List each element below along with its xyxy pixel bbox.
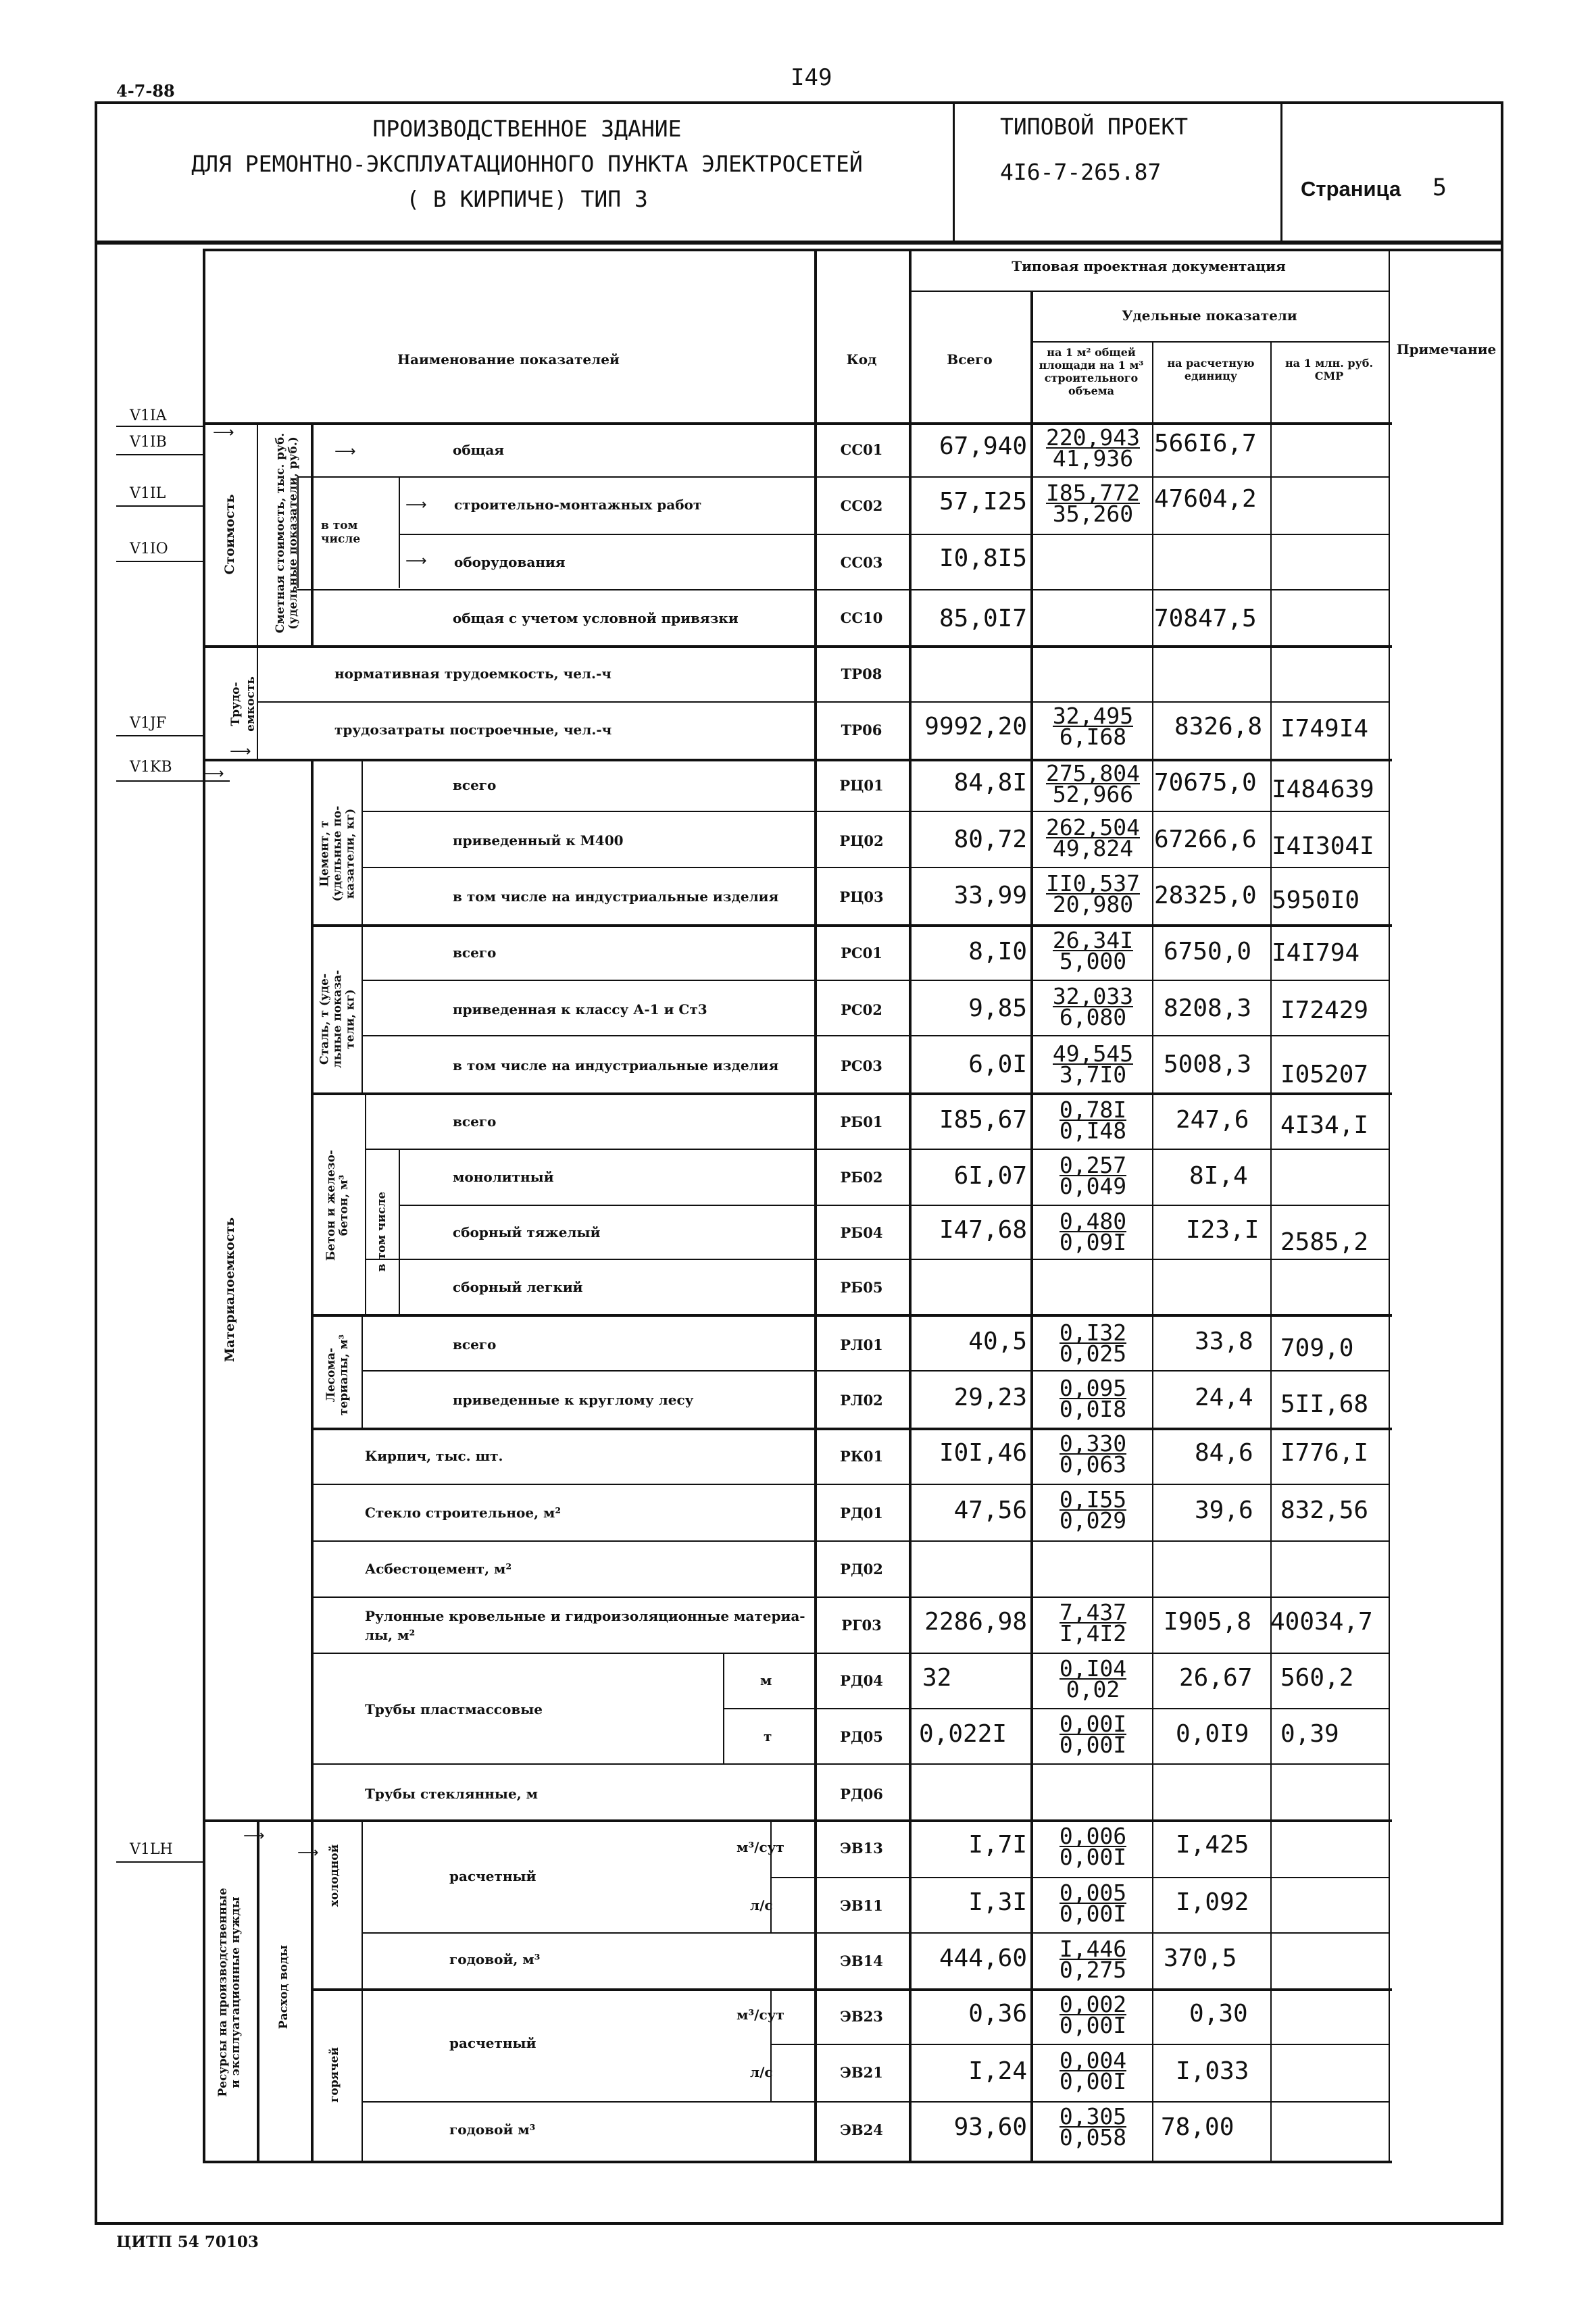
arrow-right-icon: ⟶ — [334, 443, 356, 460]
row-total: 6I,07 — [953, 1162, 1027, 1190]
row-per-unit: 39,6 — [1195, 1496, 1253, 1524]
row-code: РС03 — [841, 1057, 882, 1074]
group-timber — [325, 1324, 351, 1426]
row-per-mln: I4I304I — [1272, 832, 1374, 860]
per-volume-value: 0,09I — [1059, 1229, 1127, 1255]
row-sub: л/с — [750, 1897, 773, 1913]
per-area-value: 0,I32 — [1059, 1319, 1127, 1346]
row-code: РБ04 — [840, 1224, 883, 1241]
arrow-right-icon: ⟶ — [213, 424, 234, 441]
per-area-value: 32,495 — [1052, 703, 1134, 729]
row-code: СС03 — [840, 554, 883, 571]
row-per-area — [1034, 760, 1152, 807]
row-per-area — [1034, 424, 1152, 472]
per-volume-value: 0,049 — [1059, 1173, 1127, 1199]
row-per-area — [1034, 927, 1152, 974]
row-code: РД06 — [840, 1786, 883, 1803]
group-hot: горячей — [328, 2046, 341, 2103]
side-mark-v1lh: V1LH — [130, 1841, 173, 1858]
group-concrete — [325, 1138, 351, 1273]
group-water: Расход воды — [277, 1944, 291, 2030]
per-volume-value: 0,0I8 — [1059, 1396, 1127, 1422]
row-per-area — [1034, 1711, 1152, 1758]
row-per-unit: 8326,8 — [1174, 713, 1263, 740]
row-total: I,24 — [968, 2057, 1027, 2085]
row-code: РД02 — [840, 1561, 883, 1578]
header-doc: Типовая проектная документация — [1012, 258, 1286, 274]
group-materials: Материалоемкость — [222, 1217, 237, 1362]
row-code: РК01 — [839, 1448, 884, 1465]
row-code: СС10 — [840, 609, 883, 626]
group-resources-text: Ресурсы на производственные и эксплуатационные нужды — [216, 1888, 243, 2097]
row-per-area — [1034, 2103, 1152, 2150]
row-code: РБ05 — [840, 1279, 883, 1296]
row-total: I0,8I5 — [939, 545, 1027, 572]
row-per-mln: 832,56 — [1280, 1496, 1369, 1524]
row-per-mln: I484639 — [1272, 776, 1374, 803]
row-per-unit: 70847,5 — [1154, 605, 1257, 632]
header-note: Примечание — [1396, 341, 1497, 357]
row-per-unit: 70675,0 — [1154, 769, 1257, 797]
row-sub: м³/сут — [737, 1839, 784, 1855]
row-per-area — [1034, 1486, 1152, 1534]
row-total: 8,I0 — [968, 938, 1027, 965]
row-code: РЛ01 — [840, 1336, 883, 1353]
row-code: РЦ03 — [839, 888, 884, 905]
row-total: 47,56 — [953, 1496, 1027, 1524]
arrow-right-icon: ⟶ — [405, 553, 427, 570]
row-per-unit: 6750,0 — [1164, 938, 1252, 965]
side-mark-v1ib: V1IB — [130, 434, 167, 451]
header-per-mln: на 1 млн. руб. СМР — [1285, 357, 1374, 382]
row-code: ТР06 — [841, 722, 882, 738]
row-per-area — [1034, 1040, 1152, 1088]
row-name: всего — [453, 1113, 497, 1130]
per-area-value: 262,504 — [1045, 814, 1141, 840]
group-timber-text: Лесома- териалы, м³ — [324, 1334, 351, 1415]
row-per-area — [1034, 1430, 1152, 1478]
row-per-mln: 2585,2 — [1280, 1228, 1369, 1256]
side-mark-v1il: V1IL — [130, 485, 166, 502]
side-mark-v1io: V1IO — [130, 540, 168, 557]
footer-code: ЦИТП 54 70103 — [116, 2233, 259, 2251]
row-per-mln: 709,0 — [1280, 1334, 1354, 1362]
row-total: 32 — [922, 1664, 952, 1692]
row-name: всего — [453, 777, 497, 793]
per-volume-value: 5,000 — [1059, 948, 1127, 974]
row-per-area — [1034, 2047, 1152, 2094]
row-per-area — [1034, 814, 1152, 861]
row-name: оборудования — [454, 554, 566, 570]
row-total: 93,60 — [953, 2113, 1027, 2141]
per-area-value: 0,006 — [1059, 1823, 1127, 1849]
row-total: 84,8I — [953, 769, 1027, 797]
row-code: ЭВ13 — [840, 1840, 883, 1857]
row-per-mln: 40034,7 — [1270, 1608, 1373, 1636]
per-volume-value: 20,980 — [1052, 891, 1134, 917]
per-area-value: 0,78I — [1059, 1097, 1127, 1123]
row-total: 33,99 — [953, 882, 1027, 909]
row-per-mln: 0,39 — [1280, 1720, 1339, 1748]
per-area-value: II0,537 — [1045, 870, 1141, 897]
row-sub: м — [760, 1672, 772, 1688]
row-total: I0I,46 — [939, 1439, 1027, 1467]
row-code: РС01 — [841, 945, 882, 961]
row-code: СС02 — [840, 497, 883, 514]
per-volume-value: 0,00I — [1059, 1901, 1127, 1927]
row-name: Стекло строительное, м² — [365, 1505, 562, 1521]
per-volume-value: 0,058 — [1059, 2124, 1127, 2150]
per-area-value: 220,943 — [1045, 424, 1141, 451]
group-cost-sub — [274, 432, 300, 634]
row-total: I47,68 — [939, 1216, 1027, 1244]
row-total: I,3I — [968, 1888, 1027, 1916]
row-code: ЭВ21 — [840, 2064, 883, 2081]
row-total: 67,940 — [939, 432, 1027, 460]
per-area-value: 0,004 — [1059, 2047, 1127, 2073]
per-area-value: 26,34I — [1052, 927, 1134, 953]
row-name: приведенные к круглому лесу — [453, 1392, 694, 1408]
per-volume-value: 0,025 — [1059, 1340, 1127, 1367]
row-total: 57,I25 — [939, 488, 1027, 515]
row-per-unit: I23,I — [1186, 1216, 1260, 1244]
row-per-unit: 566I6,7 — [1154, 430, 1257, 457]
row-name: Трубы стеклянные, м — [365, 1786, 538, 1802]
row-name: Рулонные кровельные и гидроизоляционные материа- — [365, 1608, 805, 1624]
row-name: всего — [453, 1336, 497, 1353]
header-total: Всего — [947, 351, 993, 368]
row-per-unit: 84,6 — [1195, 1439, 1253, 1467]
title-line-1: ПРОИЗВОДСТВЕННОЕ ЗДАНИЕ — [372, 116, 682, 142]
row-per-mln: I4I794 — [1272, 939, 1360, 967]
row-code: РЦ01 — [839, 777, 884, 794]
per-area-value: 0,257 — [1059, 1152, 1127, 1178]
row-per-area — [1034, 1823, 1152, 1870]
per-area-value: I85,772 — [1045, 480, 1141, 506]
row-per-mln: 5950I0 — [1272, 886, 1360, 914]
row-per-area — [1034, 1152, 1152, 1199]
row-code: РБ01 — [840, 1113, 883, 1130]
group-cost: Стоимость — [222, 494, 237, 575]
row-sub: т — [764, 1728, 772, 1744]
per-area-value: 0,00I — [1059, 1711, 1127, 1737]
per-area-value: 275,804 — [1045, 760, 1141, 786]
per-volume-value: 35,260 — [1052, 501, 1134, 527]
row-name: общая — [453, 442, 505, 458]
per-volume-value: 6,080 — [1059, 1004, 1127, 1030]
row-per-unit: 8208,3 — [1164, 995, 1252, 1022]
row-name: нормативная трудоемкость, чел.-ч — [334, 665, 612, 682]
group-cement — [319, 786, 357, 922]
side-mark-v1jf: V1JF — [130, 715, 166, 732]
row-sub: л/с — [750, 2064, 773, 2080]
per-area-value: 7,437 — [1059, 1599, 1127, 1626]
row-per-unit: I,033 — [1176, 2057, 1249, 2085]
row-per-area — [1034, 1097, 1152, 1144]
page-value: 5 — [1432, 174, 1447, 201]
per-area-value: 0,095 — [1059, 1375, 1127, 1401]
row-total: 0,022I — [919, 1720, 1007, 1748]
row-code: РД01 — [840, 1505, 883, 1521]
arrow-right-icon: ⟶ — [297, 1844, 319, 1861]
row-total: 444,60 — [939, 1944, 1027, 1972]
row-name: в том числе на индустриальные изделия — [453, 888, 779, 905]
row-per-mln: 5II,68 — [1280, 1390, 1369, 1418]
per-volume-value: 0,00I — [1059, 2068, 1127, 2094]
per-volume-value: 0,063 — [1059, 1451, 1127, 1478]
row-per-unit: 78,00 — [1161, 2113, 1235, 2141]
row-total: 29,23 — [953, 1384, 1027, 1411]
row-per-unit: 47604,2 — [1154, 485, 1257, 513]
row-total: I85,67 — [939, 1106, 1027, 1134]
row-name: трудозатраты построечные, чел.-ч — [334, 722, 612, 738]
row-per-area — [1034, 870, 1152, 917]
header-specific: Удельные показатели — [1122, 307, 1297, 324]
per-area-value: 0,480 — [1059, 1208, 1127, 1234]
row-code: ЭВ23 — [840, 2008, 883, 2025]
row-code: РЦ02 — [839, 832, 884, 849]
per-volume-value: 0,02 — [1066, 1676, 1120, 1703]
row-name: расчетный — [449, 2035, 537, 2051]
group-cold: холодной — [328, 1844, 341, 1907]
row-name: приведенная к классу А-1 и Ст3 — [453, 1001, 707, 1017]
row-code: РД05 — [840, 1728, 883, 1745]
row-total: 9,85 — [968, 995, 1027, 1022]
row-per-unit: 8I,4 — [1189, 1162, 1248, 1190]
row-per-unit: I905,8 — [1164, 1608, 1252, 1636]
group-cement-text: Цемент, т (удельные по- казатели, кг) — [318, 805, 357, 902]
per-area-value: 0,305 — [1059, 2103, 1127, 2130]
header-per-unit: на расчетную единицу — [1167, 357, 1255, 382]
per-volume-value: 41,936 — [1052, 445, 1134, 472]
group-concrete-incl: в том числе — [375, 1191, 389, 1272]
row-code: РЛ02 — [840, 1392, 883, 1409]
row-per-area — [1034, 703, 1152, 750]
group-cost-sub-text: Сметная стоимость, тыс. руб. (удельные показатели, руб.) — [274, 432, 300, 634]
row-name: Трубы пластмассовые — [365, 1701, 543, 1717]
row-total: 2286,98 — [924, 1608, 1027, 1636]
per-area-value: 0,I55 — [1059, 1486, 1127, 1513]
row-per-area — [1034, 1655, 1152, 1703]
row-per-area — [1034, 1991, 1152, 2038]
document-title — [108, 111, 946, 217]
arrow-right-icon: ⟶ — [230, 743, 251, 760]
row-per-mln: I05207 — [1280, 1061, 1369, 1088]
side-mark-v1kb: V1KB — [130, 759, 172, 776]
row-code: ЭВ24 — [840, 2121, 883, 2138]
row-name: в том числе на индустриальные изделия — [453, 1057, 779, 1074]
row-per-area — [1034, 1936, 1152, 1983]
per-area-value: 0,I04 — [1059, 1655, 1127, 1682]
row-name: Асбестоцемент, м² — [365, 1561, 512, 1577]
row-per-mln: I72429 — [1280, 997, 1369, 1024]
per-volume-value: 0,00I — [1059, 2012, 1127, 2038]
title-line-3: ( В КИРПИЧЕ) ТИП 3 — [406, 186, 648, 212]
row-total: 80,72 — [953, 826, 1027, 853]
series-code: 4-7-88 — [116, 81, 175, 101]
row-code: ЭВ11 — [840, 1897, 883, 1914]
row-per-area — [1034, 1599, 1152, 1646]
per-area-value: 32,033 — [1052, 983, 1134, 1009]
arrow-right-icon: ⟶ — [203, 765, 224, 782]
row-per-unit: 0,30 — [1189, 2000, 1248, 2028]
per-area-value: I,446 — [1059, 1936, 1127, 1962]
row-name: всего — [453, 945, 497, 961]
per-volume-value: 6,I68 — [1059, 724, 1127, 750]
row-per-unit: 33,8 — [1195, 1328, 1253, 1355]
project-code: 4I6-7-265.87 — [1000, 159, 1162, 185]
per-area-value: 0,002 — [1059, 1991, 1127, 2017]
row-per-area — [1034, 1319, 1152, 1367]
per-volume-value: 49,824 — [1052, 835, 1134, 861]
group-labor — [228, 653, 258, 755]
row-code: РС02 — [841, 1001, 882, 1018]
row-sub: м³/сут — [737, 2007, 784, 2023]
row-name: сборный тяжелый — [453, 1224, 601, 1240]
group-resources — [217, 1884, 243, 2101]
page-label: Страница — [1301, 177, 1401, 201]
per-volume-value: 3,7I0 — [1059, 1061, 1127, 1088]
row-per-unit: 26,67 — [1179, 1664, 1253, 1692]
row-per-unit: I,425 — [1176, 1831, 1249, 1859]
row-per-area — [1034, 983, 1152, 1030]
row-name: Кирпич, тыс. шт. — [365, 1448, 503, 1464]
row-total: 85,0I7 — [939, 605, 1027, 632]
row-per-unit: 247,6 — [1176, 1106, 1249, 1134]
per-volume-value: 0,275 — [1059, 1957, 1127, 1983]
per-volume-value: 0,029 — [1059, 1507, 1127, 1534]
per-volume-value: I,4I2 — [1059, 1620, 1127, 1646]
row-total: 9992,20 — [924, 713, 1027, 740]
row-per-unit: 24,4 — [1195, 1384, 1253, 1411]
row-total: 40,5 — [968, 1328, 1027, 1355]
row-name: расчетный — [449, 1868, 537, 1884]
row-name: годовой, м³ — [449, 1951, 541, 1967]
group-labor-text: Трудо- емкость — [229, 676, 257, 732]
row-per-area — [1034, 1208, 1152, 1255]
per-area-value: 49,545 — [1052, 1040, 1134, 1067]
row-per-unit: 67266,6 — [1154, 826, 1257, 853]
row-total: 0,36 — [968, 2000, 1027, 2028]
per-volume-value: 0,00I — [1059, 1844, 1127, 1870]
row-code: СС01 — [840, 441, 883, 458]
group-cost-incl: в том числе — [321, 519, 361, 546]
row-name: приведенный к М400 — [453, 832, 624, 849]
header-code: Код — [846, 351, 877, 368]
side-mark-v1ia: V1IA — [130, 407, 167, 424]
row-name: общая с учетом условной привязки — [453, 610, 739, 626]
per-area-value: 0,330 — [1059, 1430, 1127, 1457]
header-per-area: на 1 м² общей площади на 1 м³ строительного объема — [1039, 346, 1144, 397]
row-per-mln: I749I4 — [1280, 715, 1369, 743]
row-per-unit: 0,0I9 — [1176, 1720, 1249, 1748]
row-per-area — [1034, 1375, 1152, 1422]
row-per-mln: I776,I — [1280, 1439, 1369, 1467]
per-volume-value: 52,966 — [1052, 781, 1134, 807]
row-code: ТР08 — [841, 665, 882, 682]
page-number: I49 — [791, 64, 832, 91]
row-per-unit: 5008,3 — [1164, 1051, 1252, 1078]
row-name-cont: лы, м² — [365, 1627, 416, 1643]
row-per-unit: 28325,0 — [1154, 882, 1257, 909]
row-code: РД04 — [840, 1672, 883, 1689]
group-steel-text: Сталь, т (уде- льные показа- тели, кг) — [318, 970, 357, 1069]
per-volume-value: 0,00I — [1059, 1732, 1127, 1758]
arrow-right-icon: ⟶ — [405, 497, 427, 513]
row-name: годовой м³ — [449, 2121, 536, 2138]
arrow-right-icon: ⟶ — [243, 1828, 265, 1844]
row-name: строительно-монтажных работ — [454, 497, 702, 513]
group-steel — [319, 952, 357, 1087]
row-total: 6,0I — [968, 1051, 1027, 1078]
per-area-value: 0,005 — [1059, 1880, 1127, 1906]
project-label: ТИПОВОЙ ПРОЕКТ — [1000, 114, 1189, 140]
row-code: РГ03 — [841, 1617, 882, 1634]
group-concrete-text: Бетон и железо- бетон, м³ — [324, 1149, 351, 1261]
title-line-2: ДЛЯ РЕМОНТНО-ЭКСПЛУАТАЦИОННОГО ПУНКТА ЭЛЕКТРОСЕТЕЙ — [191, 151, 863, 177]
row-per-unit: I,092 — [1176, 1888, 1249, 1916]
row-per-unit: 370,5 — [1164, 1944, 1237, 1972]
row-per-area — [1034, 480, 1152, 527]
header-name: Наименование показателей — [397, 351, 620, 368]
row-per-area — [1034, 1880, 1152, 1927]
row-per-mln: 4I34,I — [1280, 1111, 1369, 1139]
row-code: РБ02 — [840, 1169, 883, 1186]
row-code: ЭВ14 — [840, 1953, 883, 1969]
per-volume-value: 0,I48 — [1059, 1117, 1127, 1144]
row-name: монолитный — [453, 1169, 554, 1185]
row-total: I,7I — [968, 1831, 1027, 1859]
row-name: сборный легкий — [453, 1279, 583, 1295]
row-per-mln: 560,2 — [1280, 1664, 1354, 1692]
